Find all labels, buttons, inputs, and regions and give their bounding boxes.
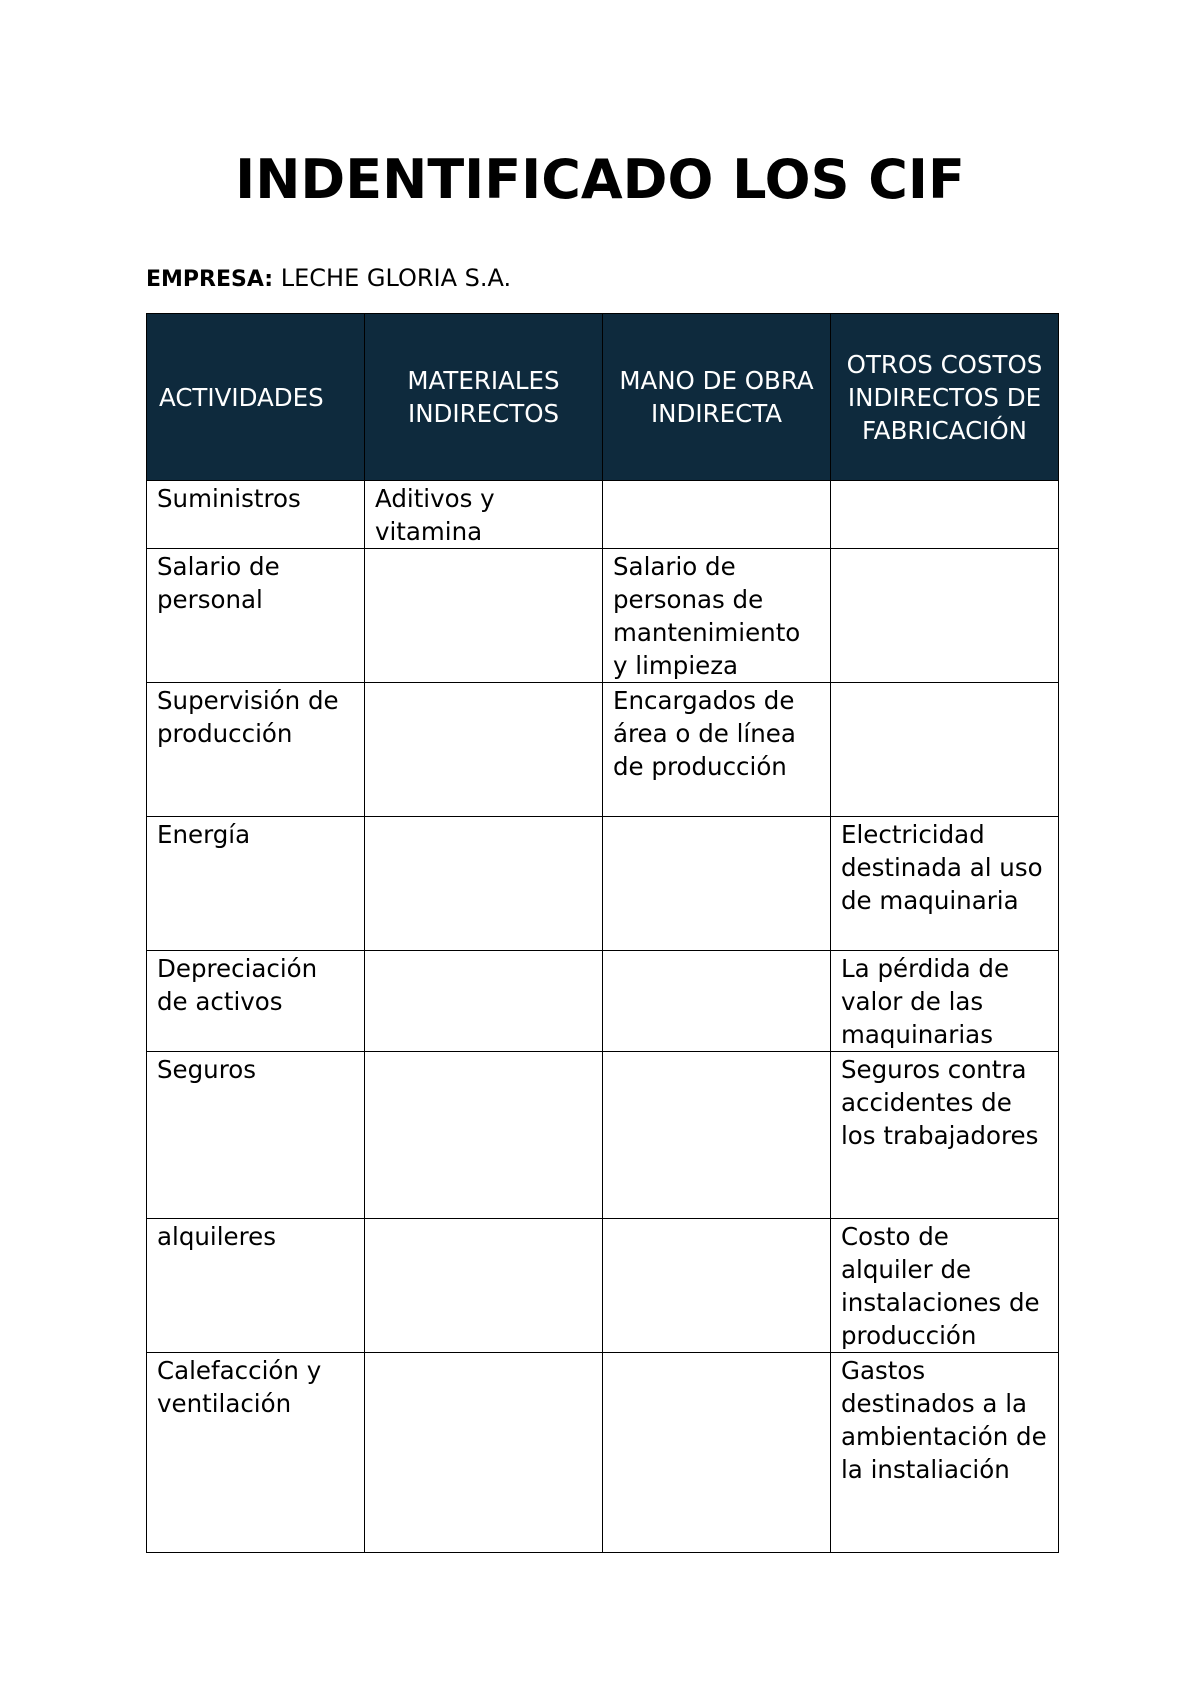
cell-mano-obra <box>603 951 831 1052</box>
cell-mano-obra <box>603 1353 831 1553</box>
table-row <box>147 951 1059 1052</box>
table-row <box>147 683 1059 817</box>
cell-materiales <box>365 1353 603 1553</box>
cell-actividad: Depreciación de activos <box>147 951 365 1052</box>
cell-materiales: Aditivos y vitamina <box>365 481 603 549</box>
cell-actividad: Salario de personal <box>147 549 365 683</box>
cell-otros: Electricidad destinada al uso de maquinaria <box>831 817 1059 951</box>
cell-materiales <box>365 683 603 817</box>
table-row <box>147 481 1059 549</box>
cell-mano-obra: Encargados de área o de línea de producción <box>603 683 831 817</box>
cell-mano-obra <box>603 481 831 549</box>
cell-actividad: Energía <box>147 817 365 951</box>
table-row <box>147 549 1059 683</box>
table-row <box>147 817 1059 951</box>
table-row <box>147 1353 1059 1553</box>
cell-actividad: Suministros <box>147 481 365 549</box>
cell-otros: Seguros contra accidentes de los trabajadores <box>831 1052 1059 1219</box>
cell-otros <box>831 683 1059 817</box>
cell-materiales <box>365 1052 603 1219</box>
table-row <box>147 1219 1059 1353</box>
cell-otros <box>831 481 1059 549</box>
company-line <box>146 258 511 300</box>
company-label: EMPRESA: <box>146 267 274 292</box>
cell-materiales <box>365 951 603 1052</box>
cif-table <box>146 313 1059 1553</box>
table-header-row <box>147 314 1059 481</box>
cell-materiales <box>365 817 603 951</box>
cell-mano-obra <box>603 817 831 951</box>
company-name: LECHE GLORIA S.A. <box>280 264 512 292</box>
header-otros-costos: OTROS COSTOS INDIRECTOS DE FABRICACIÓN <box>831 314 1059 481</box>
header-actividades: ACTIVIDADES <box>147 314 365 481</box>
cell-otros <box>831 549 1059 683</box>
table-row <box>147 1052 1059 1219</box>
cell-mano-obra <box>603 1219 831 1353</box>
header-materiales-indirectos: MATERIALES INDIRECTOS <box>365 314 603 481</box>
cell-actividad: Calefacción y ventilación <box>147 1353 365 1553</box>
cell-materiales <box>365 549 603 683</box>
cell-mano-obra <box>603 1052 831 1219</box>
cell-otros: Gastos destinados a la ambientación de la instaliación <box>831 1353 1059 1553</box>
cell-actividad: Supervisión de producción <box>147 683 365 817</box>
header-mano-de-obra-indirecta: MANO DE OBRA INDIRECTA <box>603 314 831 481</box>
document-title: INDENTIFICADO LOS CIF <box>235 148 965 211</box>
cell-otros: Costo de alquiler de instalaciones de producción <box>831 1219 1059 1353</box>
cell-materiales <box>365 1219 603 1353</box>
cell-mano-obra: Salario de personas de mantenimiento y limpieza <box>603 549 831 683</box>
cell-otros: La pérdida de valor de las maquinarias <box>831 951 1059 1052</box>
cell-actividad: Seguros <box>147 1052 365 1219</box>
cell-actividad: alquileres <box>147 1219 365 1353</box>
